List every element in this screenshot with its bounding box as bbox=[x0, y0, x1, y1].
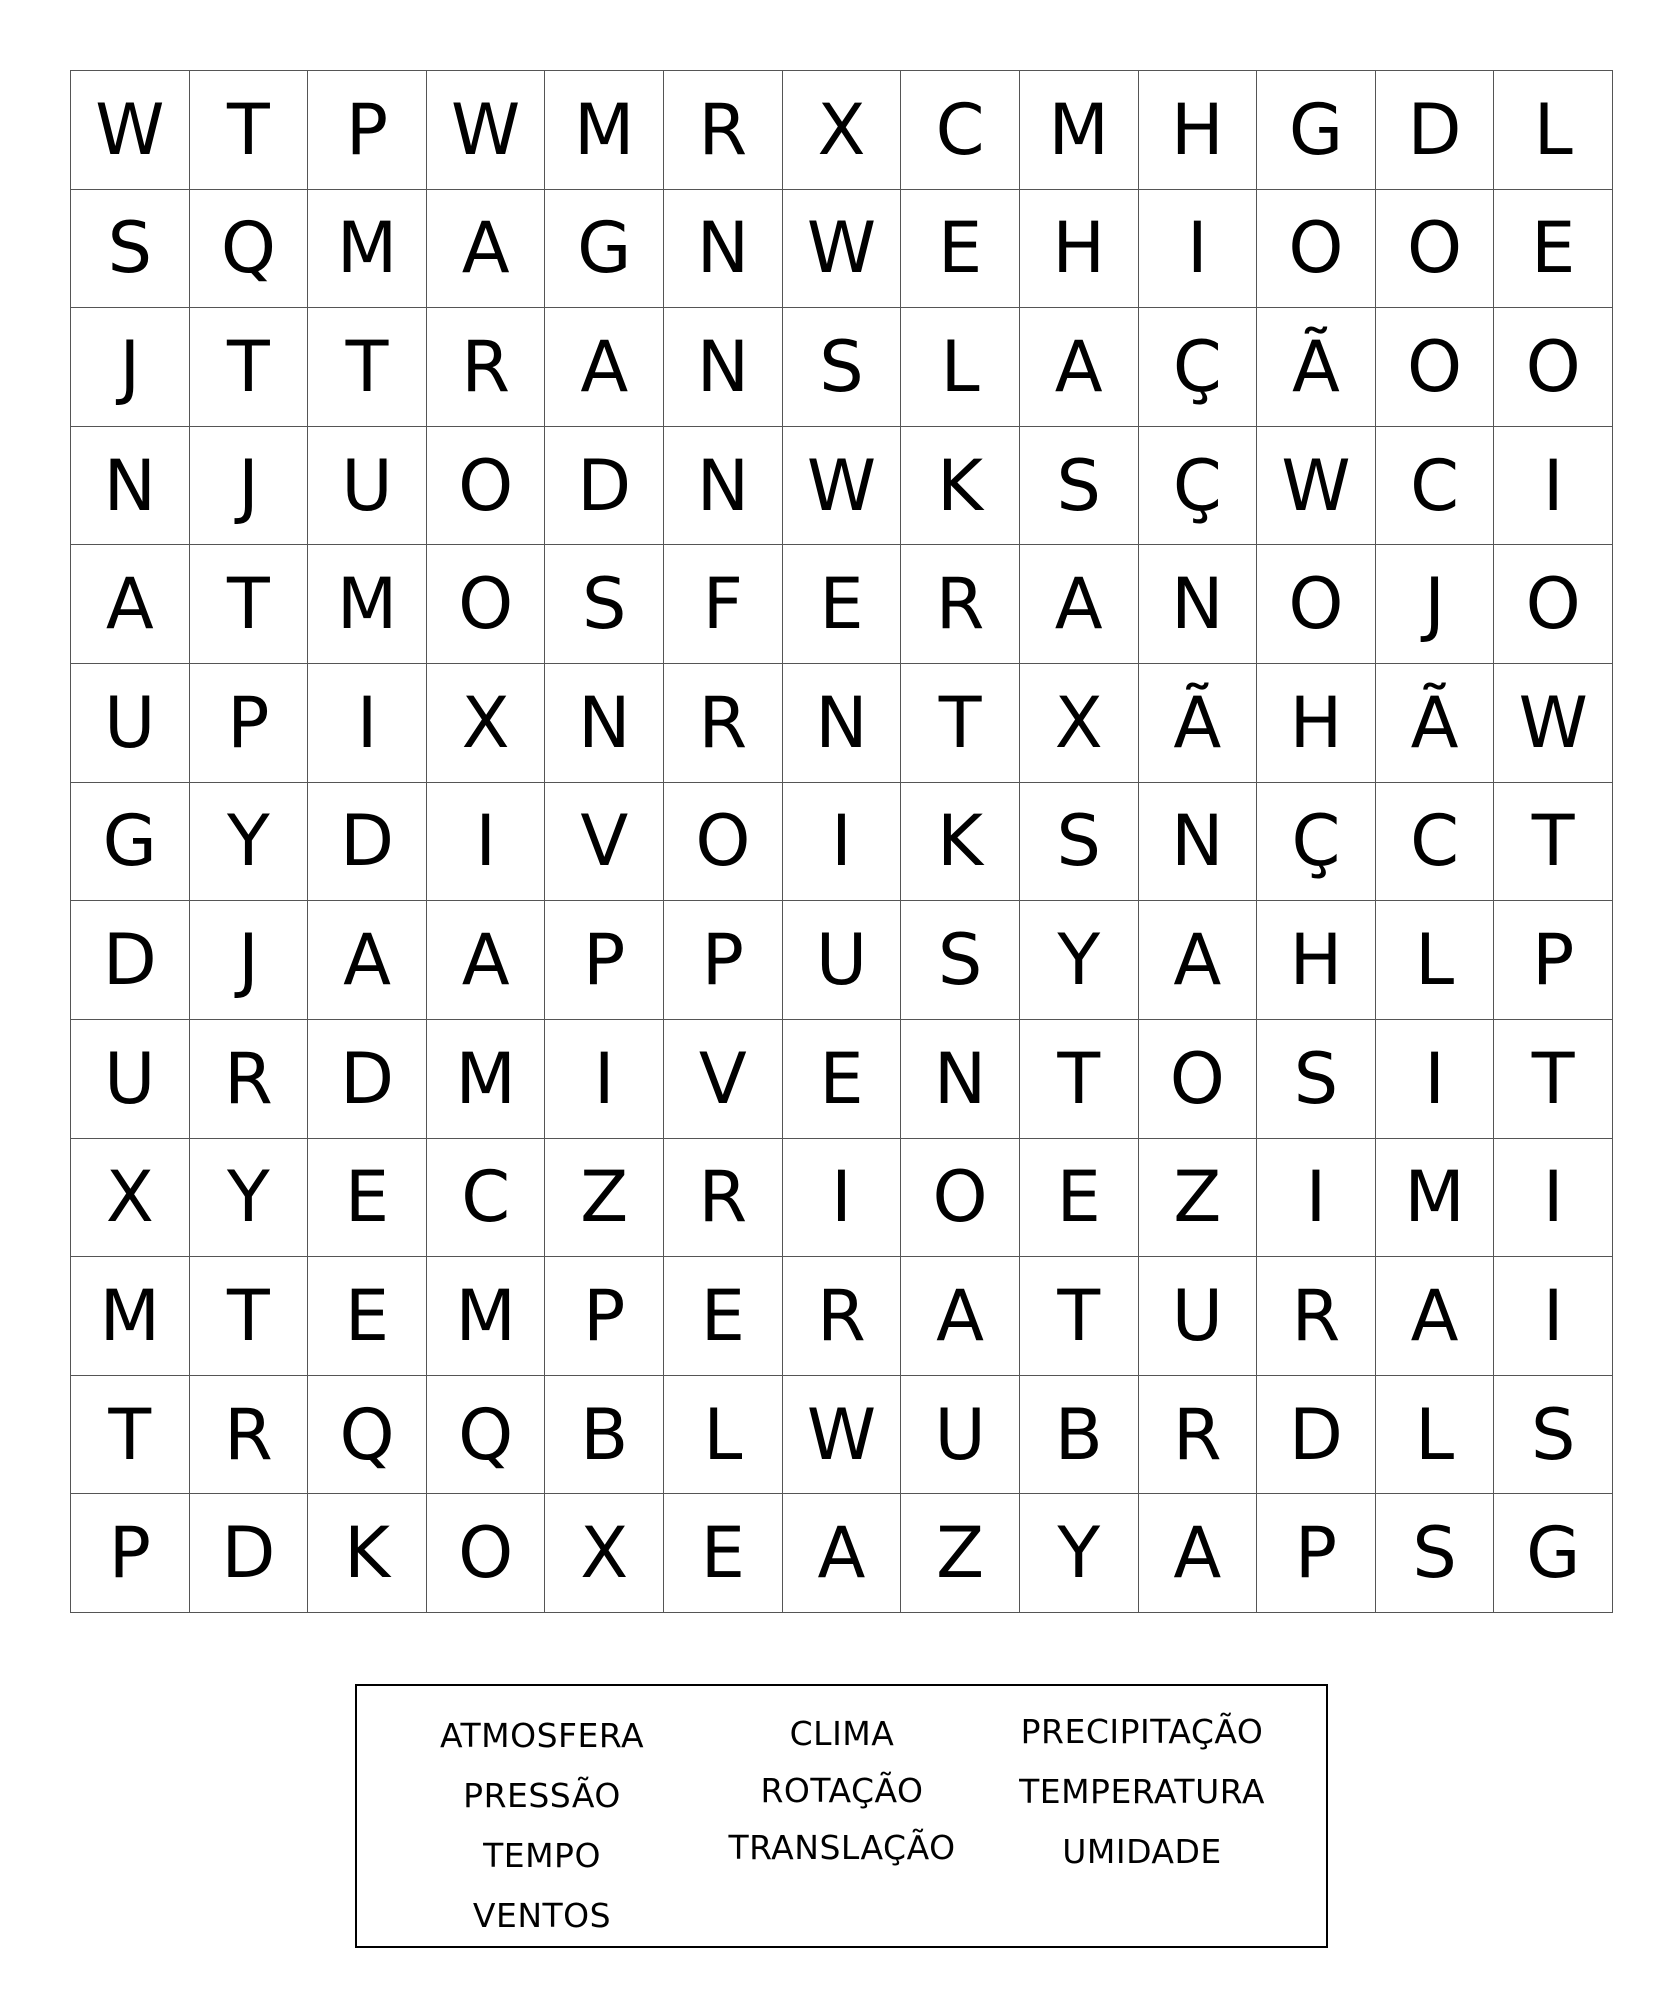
grid-cell[interactable]: H bbox=[1139, 71, 1258, 190]
grid-cell[interactable]: L bbox=[1376, 1376, 1495, 1495]
grid-cell[interactable]: M bbox=[308, 190, 427, 309]
grid-cell[interactable]: I bbox=[545, 1020, 664, 1139]
grid-cell[interactable]: Q bbox=[190, 190, 309, 309]
grid-cell[interactable]: V bbox=[545, 783, 664, 902]
grid-cell[interactable]: R bbox=[190, 1376, 309, 1495]
grid-cell[interactable]: Ç bbox=[1139, 427, 1258, 546]
grid-cell[interactable]: Ç bbox=[1257, 783, 1376, 902]
grid-cell[interactable]: M bbox=[71, 1257, 190, 1376]
grid-cell[interactable]: A bbox=[427, 901, 546, 1020]
grid-cell[interactable]: E bbox=[783, 1020, 902, 1139]
grid-cell[interactable]: T bbox=[1494, 783, 1613, 902]
grid-cell[interactable]: T bbox=[1020, 1020, 1139, 1139]
grid-cell[interactable]: U bbox=[1139, 1257, 1258, 1376]
grid-cell[interactable]: Y bbox=[190, 1139, 309, 1258]
grid-cell[interactable]: N bbox=[901, 1020, 1020, 1139]
grid-cell[interactable]: N bbox=[664, 427, 783, 546]
grid-cell[interactable]: L bbox=[1376, 901, 1495, 1020]
grid-cell[interactable]: J bbox=[1376, 545, 1495, 664]
grid-cell[interactable]: R bbox=[664, 1139, 783, 1258]
word-list-box bbox=[355, 1684, 1328, 1948]
grid-cell[interactable]: Y bbox=[1020, 901, 1139, 1020]
grid-cell[interactable]: X bbox=[545, 1494, 664, 1613]
word-item: ATMOSFERA bbox=[439, 1716, 645, 1755]
grid-cell[interactable]: Ã bbox=[1139, 664, 1258, 783]
grid-cell[interactable]: O bbox=[1376, 190, 1495, 309]
word-item: PRESSÃO bbox=[463, 1776, 621, 1815]
grid-cell[interactable]: C bbox=[1376, 783, 1495, 902]
word-list-column bbox=[987, 1702, 1297, 1882]
word-item: UMIDADE bbox=[1062, 1832, 1222, 1871]
grid-cell[interactable]: E bbox=[308, 1139, 427, 1258]
grid-cell[interactable]: A bbox=[545, 308, 664, 427]
grid-cell[interactable]: I bbox=[1257, 1139, 1376, 1258]
grid-cell[interactable]: A bbox=[1020, 545, 1139, 664]
grid-cell[interactable]: W bbox=[783, 190, 902, 309]
grid-cell[interactable]: M bbox=[1376, 1139, 1495, 1258]
grid-cell[interactable]: O bbox=[427, 427, 546, 546]
grid-cell[interactable]: D bbox=[1257, 1376, 1376, 1495]
grid-cell[interactable]: I bbox=[427, 783, 546, 902]
grid-cell[interactable]: F bbox=[664, 545, 783, 664]
grid-cell[interactable]: P bbox=[71, 1494, 190, 1613]
grid-cell[interactable]: C bbox=[901, 71, 1020, 190]
grid-cell[interactable]: T bbox=[190, 545, 309, 664]
grid-cell[interactable]: S bbox=[1257, 1020, 1376, 1139]
word-list-column bbox=[687, 1704, 997, 1878]
grid-cell[interactable]: O bbox=[664, 783, 783, 902]
grid-cell[interactable]: M bbox=[545, 71, 664, 190]
grid-cell[interactable]: A bbox=[308, 901, 427, 1020]
grid-cell[interactable]: M bbox=[308, 545, 427, 664]
grid-cell[interactable]: N bbox=[1139, 783, 1258, 902]
grid-cell[interactable]: E bbox=[664, 1257, 783, 1376]
grid-cell[interactable]: I bbox=[1139, 190, 1258, 309]
grid-cell[interactable]: Z bbox=[1139, 1139, 1258, 1258]
grid-cell[interactable]: T bbox=[190, 71, 309, 190]
grid-cell[interactable]: O bbox=[1376, 308, 1495, 427]
grid-cell[interactable]: P bbox=[545, 1257, 664, 1376]
grid-cell[interactable]: N bbox=[664, 190, 783, 309]
grid-cell[interactable]: G bbox=[1257, 71, 1376, 190]
grid-cell[interactable]: P bbox=[190, 664, 309, 783]
word-item: ROTAÇÃO bbox=[760, 1771, 924, 1810]
grid-cell[interactable]: J bbox=[71, 308, 190, 427]
grid-cell[interactable]: O bbox=[1139, 1020, 1258, 1139]
grid-cell[interactable]: Ã bbox=[1257, 308, 1376, 427]
grid-cell[interactable]: R bbox=[190, 1020, 309, 1139]
grid-cell[interactable]: I bbox=[783, 1139, 902, 1258]
grid-cell[interactable]: O bbox=[1257, 545, 1376, 664]
grid-cell[interactable]: U bbox=[71, 1020, 190, 1139]
grid-cell[interactable]: E bbox=[1494, 190, 1613, 309]
grid-cell[interactable]: A bbox=[71, 545, 190, 664]
grid-cell[interactable]: Ã bbox=[1376, 664, 1495, 783]
grid-cell[interactable]: Y bbox=[1020, 1494, 1139, 1613]
grid-cell[interactable]: Ç bbox=[1139, 308, 1258, 427]
word-item: VENTOS bbox=[472, 1896, 612, 1935]
grid-cell[interactable]: E bbox=[664, 1494, 783, 1613]
grid-cell[interactable]: D bbox=[308, 783, 427, 902]
grid-cell[interactable]: A bbox=[1139, 901, 1258, 1020]
grid-cell[interactable]: K bbox=[308, 1494, 427, 1613]
grid-cell[interactable]: I bbox=[1376, 1020, 1495, 1139]
word-item: TRANSLAÇÃO bbox=[728, 1828, 956, 1867]
grid-cell[interactable]: Q bbox=[427, 1376, 546, 1495]
grid-cell[interactable]: O bbox=[901, 1139, 1020, 1258]
word-item: TEMPO bbox=[483, 1836, 601, 1875]
grid-cell[interactable]: U bbox=[901, 1376, 1020, 1495]
word-item: CLIMA bbox=[789, 1714, 895, 1753]
grid-cell[interactable]: A bbox=[901, 1257, 1020, 1376]
grid-cell[interactable]: A bbox=[427, 190, 546, 309]
grid-cell[interactable]: C bbox=[427, 1139, 546, 1258]
grid-cell[interactable]: J bbox=[190, 901, 309, 1020]
grid-cell[interactable]: D bbox=[308, 1020, 427, 1139]
grid-cell[interactable]: U bbox=[308, 427, 427, 546]
grid-cell[interactable]: S bbox=[901, 901, 1020, 1020]
grid-cell[interactable]: P bbox=[664, 901, 783, 1020]
grid-cell[interactable]: I bbox=[1494, 1139, 1613, 1258]
grid-cell[interactable]: W bbox=[783, 427, 902, 546]
grid-cell[interactable]: X bbox=[783, 71, 902, 190]
grid-cell[interactable]: W bbox=[71, 71, 190, 190]
grid-cell[interactable]: S bbox=[71, 190, 190, 309]
grid-cell[interactable]: S bbox=[1020, 427, 1139, 546]
grid-cell[interactable]: P bbox=[308, 71, 427, 190]
grid-cell[interactable]: M bbox=[1020, 71, 1139, 190]
grid-cell[interactable]: K bbox=[901, 783, 1020, 902]
grid-cell[interactable]: S bbox=[545, 545, 664, 664]
grid-cell[interactable]: K bbox=[901, 427, 1020, 546]
grid-cell[interactable]: D bbox=[71, 901, 190, 1020]
grid-cell[interactable]: I bbox=[1494, 427, 1613, 546]
grid-cell[interactable]: T bbox=[1494, 1020, 1613, 1139]
grid-cell[interactable]: T bbox=[308, 308, 427, 427]
grid-cell[interactable]: G bbox=[1494, 1494, 1613, 1613]
grid-cell[interactable]: E bbox=[308, 1257, 427, 1376]
grid-cell[interactable]: H bbox=[1257, 664, 1376, 783]
grid-cell[interactable]: H bbox=[1257, 901, 1376, 1020]
grid-cell[interactable]: P bbox=[545, 901, 664, 1020]
grid-cell[interactable]: U bbox=[783, 901, 902, 1020]
grid-cell[interactable]: A bbox=[1376, 1257, 1495, 1376]
grid-cell[interactable]: D bbox=[1376, 71, 1495, 190]
grid-cell[interactable]: W bbox=[1257, 427, 1376, 546]
grid-cell[interactable]: S bbox=[1494, 1376, 1613, 1495]
grid-cell[interactable]: T bbox=[190, 308, 309, 427]
grid-cell[interactable]: H bbox=[1020, 190, 1139, 309]
grid-cell[interactable]: U bbox=[71, 664, 190, 783]
grid-cell[interactable]: C bbox=[1376, 427, 1495, 546]
grid-cell[interactable]: W bbox=[427, 71, 546, 190]
grid-cell[interactable]: S bbox=[1376, 1494, 1495, 1613]
grid-cell[interactable]: S bbox=[783, 308, 902, 427]
grid-cell[interactable]: Y bbox=[190, 783, 309, 902]
grid-cell[interactable]: L bbox=[1494, 71, 1613, 190]
grid-cell[interactable]: E bbox=[783, 545, 902, 664]
grid-cell[interactable]: N bbox=[664, 308, 783, 427]
grid-cell[interactable]: V bbox=[664, 1020, 783, 1139]
grid-cell[interactable]: I bbox=[1494, 1257, 1613, 1376]
grid-cell[interactable]: N bbox=[1139, 545, 1258, 664]
grid-cell[interactable]: O bbox=[427, 1494, 546, 1613]
grid-cell[interactable]: G bbox=[545, 190, 664, 309]
grid-cell[interactable]: O bbox=[427, 545, 546, 664]
grid-cell[interactable]: N bbox=[71, 427, 190, 546]
grid-cell[interactable]: R bbox=[664, 664, 783, 783]
grid-cell[interactable]: I bbox=[308, 664, 427, 783]
grid-cell[interactable]: R bbox=[783, 1257, 902, 1376]
grid-cell[interactable]: I bbox=[783, 783, 902, 902]
grid-cell[interactable]: O bbox=[1494, 545, 1613, 664]
grid-cell[interactable]: M bbox=[427, 1020, 546, 1139]
grid-cell[interactable]: E bbox=[1020, 1139, 1139, 1258]
grid-cell[interactable]: B bbox=[545, 1376, 664, 1495]
grid-cell[interactable]: P bbox=[1257, 1494, 1376, 1613]
grid-cell[interactable]: B bbox=[1020, 1376, 1139, 1495]
grid-cell[interactable]: T bbox=[1020, 1257, 1139, 1376]
grid-cell[interactable]: S bbox=[1020, 783, 1139, 902]
grid-cell[interactable]: W bbox=[783, 1376, 902, 1495]
grid-cell[interactable]: A bbox=[1139, 1494, 1258, 1613]
grid-cell[interactable]: O bbox=[1257, 190, 1376, 309]
grid-cell[interactable]: T bbox=[71, 1376, 190, 1495]
grid-cell[interactable]: L bbox=[664, 1376, 783, 1495]
grid-cell[interactable]: Z bbox=[901, 1494, 1020, 1613]
grid-cell[interactable]: T bbox=[190, 1257, 309, 1376]
word-item: TEMPERATURA bbox=[1019, 1772, 1265, 1811]
grid-cell[interactable]: T bbox=[901, 664, 1020, 783]
grid-cell[interactable]: E bbox=[901, 190, 1020, 309]
grid-cell[interactable]: Z bbox=[545, 1139, 664, 1258]
grid-cell[interactable]: R bbox=[1257, 1257, 1376, 1376]
word-list-column bbox=[387, 1706, 697, 1946]
grid-cell[interactable]: R bbox=[664, 71, 783, 190]
grid-cell[interactable]: R bbox=[1139, 1376, 1258, 1495]
grid-cell[interactable]: L bbox=[901, 308, 1020, 427]
grid-cell[interactable]: D bbox=[190, 1494, 309, 1613]
letter-grid bbox=[70, 70, 1613, 1613]
grid-cell[interactable]: D bbox=[545, 427, 664, 546]
grid-cell[interactable]: N bbox=[545, 664, 664, 783]
grid-cell[interactable]: X bbox=[427, 664, 546, 783]
word-item: PRECIPITAÇÃO bbox=[1020, 1712, 1264, 1751]
grid-cell[interactable]: R bbox=[901, 545, 1020, 664]
grid-cell[interactable]: P bbox=[1494, 901, 1613, 1020]
grid-cell[interactable]: N bbox=[783, 664, 902, 783]
grid-cell[interactable]: O bbox=[1494, 308, 1613, 427]
grid-cell[interactable]: M bbox=[427, 1257, 546, 1376]
grid-cell[interactable]: J bbox=[190, 427, 309, 546]
grid-cell[interactable]: A bbox=[1020, 308, 1139, 427]
grid-cell[interactable]: G bbox=[71, 783, 190, 902]
grid-cell[interactable]: W bbox=[1494, 664, 1613, 783]
grid-cell[interactable]: X bbox=[1020, 664, 1139, 783]
grid-cell[interactable]: R bbox=[427, 308, 546, 427]
grid-cell[interactable]: A bbox=[783, 1494, 902, 1613]
grid-cell[interactable]: Q bbox=[308, 1376, 427, 1495]
grid-cell[interactable]: X bbox=[71, 1139, 190, 1258]
